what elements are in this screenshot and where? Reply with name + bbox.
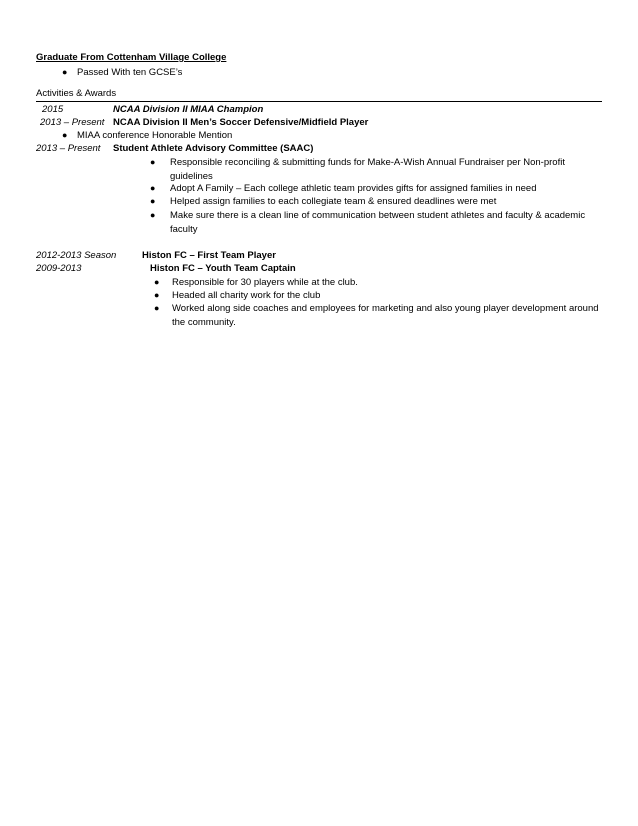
bullet-dot-icon: ● <box>154 303 160 313</box>
entry-title: NCAA Division II MIAA Champion <box>113 104 264 115</box>
bullet-dot-icon: ● <box>150 183 156 193</box>
entry-date: 2013 – Present <box>40 117 105 128</box>
entry-detail: MIAA conference Honorable Mention <box>77 130 233 141</box>
list-item: Headed all charity work for the club <box>172 290 321 301</box>
bullet-dot-icon: ● <box>150 157 156 167</box>
entry-title: NCAA Division II Men’s Soccer Defensive/Midfield Player <box>113 117 369 128</box>
entry-date: 2012-2013 Season <box>36 250 117 261</box>
list-item: Responsible for 30 players while at the club. <box>172 277 358 288</box>
section-divider <box>36 101 602 102</box>
bullet-dot-icon: ● <box>150 210 156 220</box>
list-item: Adopt A Family – Each college athletic team provides gifts for assigned families in need <box>170 183 537 194</box>
list-item: Responsible reconciling & submitting funds for Make-A-Wish Annual Fundraiser per Non-profit guidelines <box>170 157 565 182</box>
entry-date: 2015 <box>42 104 64 115</box>
entry-title: Histon FC – First Team Player <box>142 250 276 261</box>
bullet-dot-icon: ● <box>154 290 160 300</box>
bullet-dot-icon: ● <box>150 196 156 206</box>
entry-date: 2009-2013 <box>36 263 82 274</box>
entry-date: 2013 – Present <box>36 143 101 154</box>
bullet-dot-icon: ● <box>62 130 68 140</box>
education-detail: Passed With ten GCSE’s <box>77 67 183 78</box>
entry-title: Student Athlete Advisory Committee (SAAC) <box>113 143 314 154</box>
list-item: Helped assign families to each collegiate team & ensured deadlines were met <box>170 196 497 207</box>
bullet-dot-icon: ● <box>154 277 160 287</box>
list-item: Worked along side coaches and employees for marketing and also young player development around the community. <box>172 303 599 328</box>
list-item: Make sure there is a clean line of communication between student athletes and faculty & academic faculty <box>170 210 586 235</box>
education-heading: Graduate From Cottenham Village College <box>36 52 227 63</box>
bullet-dot-icon: ● <box>62 67 68 77</box>
activities-heading: Activities & Awards <box>36 88 117 99</box>
entry-title: Histon FC – Youth Team Captain <box>150 263 296 274</box>
